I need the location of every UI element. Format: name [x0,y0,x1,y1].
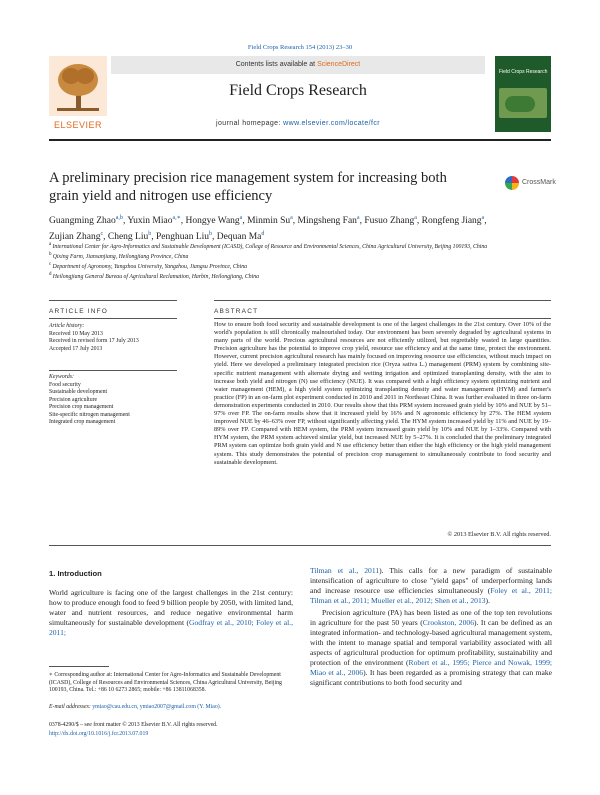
crossmark-icon [505,176,519,190]
issn-line: 0378-4290/$ – see front matter © 2013 Elsevier B.V. All rights reserved. [49,722,218,728]
keyword-item: Food security [49,381,81,388]
author-name-text: Penghuan Liu [156,232,210,243]
history-revised: Received in revised form 17 July 2013 [49,338,139,344]
refs-precision-agriculture[interactable]: Robert et al., 1995; Pierce and Nowak, 1999; Miao et al., 2006 [310,658,552,677]
journal-reference[interactable]: Field Crops Research 154 (2013) 23–30 [247,44,353,51]
author-affiliation-marker[interactable]: b [148,231,152,238]
affiliation-item [49,241,489,251]
intro-right-text-1: ). This calls for a new paradigm of sustainable intensification of agriculture to close "yield gaps" of underperforming lands and increase resource use efficiencies simultaneously ( [310,566,552,595]
author-name[interactable] [127,216,180,226]
doi-link [49,731,293,739]
journal-header [49,56,551,132]
article-title: A preliminary precision rice management system for increasing both grain yield and nitrogen use efficiency [49,170,447,204]
doi-url[interactable]: http://dx.doi.org/10.1016/j.fcr.2013.07.019 [49,731,149,737]
author-affiliation-marker[interactable]: b [209,231,213,238]
intro-right-text-1-end: ). [485,596,490,605]
keyword-item: Precision agriculture [49,396,98,403]
article-info-rule [49,300,177,301]
crossmark-badge[interactable] [505,174,555,194]
intro-right-paragraph-1 [310,566,552,606]
elsevier-tree-icon [49,56,107,116]
journal-title: Field Crops Research [229,82,367,99]
author-name-text: Rongfeng Jiang [421,216,482,227]
keyword-item: Precision crop management [49,404,114,410]
homepage-prefix: journal homepage: [216,120,284,127]
keywords-rule [49,370,177,371]
cover-title: Field Crops Research [499,69,548,75]
keywords-label: Keywords: [49,374,74,380]
author-list: Guangming Zhao$^{a,b}$, Yuxin Miao$^{a,∗}$, Hongye Wang$^a$, Minmin Su$^a$, Mingsheng Fan$^a$, Fusuo Zhang$^a$, Rongfeng Jiang$^a$, Zujian Zhang$^c$, Cheng Liu$^b$, Penghuan Liu$^b$, Dequan Ma$^d$ [49,215,487,243]
corresponding-author-footnote: ∗ Corresponding author at: International Center for Agro-Informatics and Sustainable Development (ICASD), College of Resources and Environmental Sciences, China Agricultural University, Beijing 100193, China. Tel.: +86 10 6273 2865; mobile: +86 13811068358. [49,672,282,693]
author-affiliation-marker[interactable]: a,∗ [172,215,181,221]
ref-tilman-2011[interactable]: Tilman et al., 2011 [310,566,380,575]
header-divider [49,139,551,141]
author-name-text: Mingsheng Fan [297,216,357,227]
email-footnote [49,704,293,712]
affiliation-item [49,271,489,281]
footnote-rule [49,666,109,667]
affiliation-item [49,251,489,261]
author-name-text: Zujian Zhang [49,232,101,243]
intro-left-paragraph [49,588,293,638]
abstract-copyright: © 2013 Elsevier B.V. All rights reserved. [447,531,551,538]
publisher-name: ELSEVIER [53,120,103,130]
crossmark-label: CrossMark [522,179,556,186]
author-affiliation-marker[interactable]: d [261,231,265,238]
affiliation-marker: b [49,251,53,257]
keyword-item: Site-specific nitrogen management [49,411,130,418]
abstract-rule-2 [214,318,551,319]
affiliation-text: International Center for Agro-Informatics and Sustainable Development (ICASD), College of Resource and Environmental Sciences, China Agricultural University, Beijing 100193, China [52,243,488,250]
email-addresses[interactable]: ymiao@cau.edu.cn, ymiao2007@gmail.com (Y. Miao). [92,704,222,710]
author-name[interactable] [364,216,417,226]
author-affiliation-marker[interactable]: a [356,215,360,221]
article-info-rule-2 [49,318,177,319]
intro-left-refs[interactable]: Godfray et al., 2010; Foley et al., 2011; [49,618,293,637]
contents-prefix: Contents lists available at [235,61,318,68]
author-affiliation-marker[interactable]: a [414,215,417,221]
journal-homepage [111,120,485,127]
abstract-end-rule [49,545,551,546]
author-name[interactable] [298,216,360,226]
intro-right-paragraph-2 [310,608,552,688]
affiliation-text: Department of Agronomy, Yangzhou University, Yangzhou, Jiangsu Province, China [52,263,248,270]
author-affiliation-marker[interactable]: a,b [115,215,123,221]
author-affiliation-marker[interactable]: a [239,215,243,221]
keyword-item: Sustainable development [49,389,108,395]
author-name[interactable] [185,216,242,226]
author-name[interactable] [247,216,293,226]
affiliation-list [49,241,489,281]
intro-left-text: World agriculture is facing one of the largest challenges in the 21st century: how to produce enough food to feed 9 billion people by 2050, with limited land, water and nutrient resources, and reduce negative environmental harm simultaneously for sustainable development ( [49,588,293,627]
abstract-heading: ABSTRACT [214,308,259,315]
introduction-heading: 1. Introduction [49,569,102,578]
history-accepted: Accepted 17 July 2013 [49,345,103,352]
author-name-text: Fusuo Zhang [364,216,415,227]
intro-right-text-2b: ). It can be defined as an integrated information- and technology-based agricultural management system, with the intent to manage spatial and temporal variability associated with all aspects of agricultural production for optimum profitability, sustainability and protection of the environment ( [310,618,552,667]
journal-cover-thumbnail [495,56,551,132]
elsevier-logo [49,56,107,132]
affiliation-marker: a [49,242,53,247]
abstract-text: How to ensure both food security and sustainable development is one of the largest challenges in the 21st century. Over 10% of the world's population is still chronically malnourished today. Our environment has been severely degraded by agricultural systems in many parts of the world. Precious agricultural resources are not efficiently utilized, but regrettably wasted in large quantities. Precision agriculture has the potential to improve crop yield, resource use efficiency and at the same time, protect the environment. However, current precision agricultural research has mainly focused on improving resource use efficiencies, without much impact on yield. Here we developed a preliminary integrated precision rice (Oryza sativa L.) management (PRM) system by combining site-specific nutrient management with alternate drying and wetting irrigation and optimized transplanting density, with the aim to increase both yield and nitrogen (N) use efficiency (NUE). It was compared with a high efficiency system optimizing nutrient and water management (HEM), a high yield system optimizing transplanting density and water management (HYM) and farmer's practice (FP) in an on-farm plot experiment conducted in 2010 and 2011 in Northeast China. It was further evaluated in three on-farm demonstration experiments conducted in 2010. Our results show that this PRM system increased grain yield by 10% and NUE by 51–97% over FP. The on-farm results show that it increased yield by 16% and N agronomic efficiency by 27%. The HEM system improved NUE by 46–63% over FP, without significantly affecting yield. The HYM system increased yield by 11% and NUE by 19–89% over FP. Compared with HEM system, the PRM system increased grain yield by 10% and NUE by 1–33%. Compared with HYM system, the PRM system achieved similar yield, but increased NUE by 5–27%. It is concluded that the preliminary integrated PRM system can optimize both grain yield and N use efficiency better than either the high efficiency or the high yield management system. This study demonstrates the potential of precision crop management to simultaneously contribute to food security and sustainable development. [214,321,552,466]
keyword-list [49,374,177,427]
email-label: E-mail addresses: [49,704,91,710]
author-name-text: Minmin Su [247,216,291,227]
article-info-heading: ARTICLE INFO [49,308,109,315]
homepage-link[interactable]: www.elsevier.com/locate/fcr [283,120,380,127]
author-name-text: Cheng Liu [107,232,149,243]
author-name-text: Hongye Wang [185,216,240,227]
article-history [49,323,177,353]
contents-bar [111,56,485,74]
affiliation-marker: d [49,271,53,277]
author-affiliation-marker[interactable]: c [100,231,104,238]
affiliation-marker: c [49,261,53,267]
author-name-text: Yuxin Miao [127,216,173,227]
intro-right-column [310,566,552,688]
affiliation-text: Qixing Farm, Jiansanjiang, Heilongjiang Province, China [52,253,189,260]
author-name[interactable] [422,216,485,226]
sciencedirect-link[interactable]: ScienceDirect [317,61,361,68]
history-label: Article history: [49,323,85,329]
cover-image-detail [505,96,535,112]
author-name[interactable] [49,216,123,226]
affiliation-text: Heilongjiang General Bureau of Agricultural Reclamation, Harbin, Heilongjiang, China [52,273,260,280]
affiliation-item [49,261,489,271]
keyword-item: Integrated crop management [49,419,116,425]
author-affiliation-marker[interactable]: a [290,215,293,221]
ref-crookston-2006[interactable]: Crookston, 2006 [422,618,474,627]
author-name-text: Guangming Zhao [49,216,116,227]
author-affiliation-marker[interactable]: a [481,215,485,221]
abstract-rule [214,300,551,301]
intro-right-text-2c: ). It has been regarded as a promising strategy that can make significant contributions to both food security and [310,668,552,687]
history-received: Received 10 May 2013 [49,330,103,337]
intro-right-text-2a: Precision agriculture (PA) has been listed as one of the top ten revolutions in agriculture for the past 50 years ( [310,608,552,627]
refs-sustainable-intensification[interactable]: Foley et al., 2011; Tilman et al., 2011; Mueller et al., 2012; Shen et al., 2013 [310,586,552,605]
author-name-text: Dequan Ma [216,232,262,243]
header-center [111,56,485,132]
